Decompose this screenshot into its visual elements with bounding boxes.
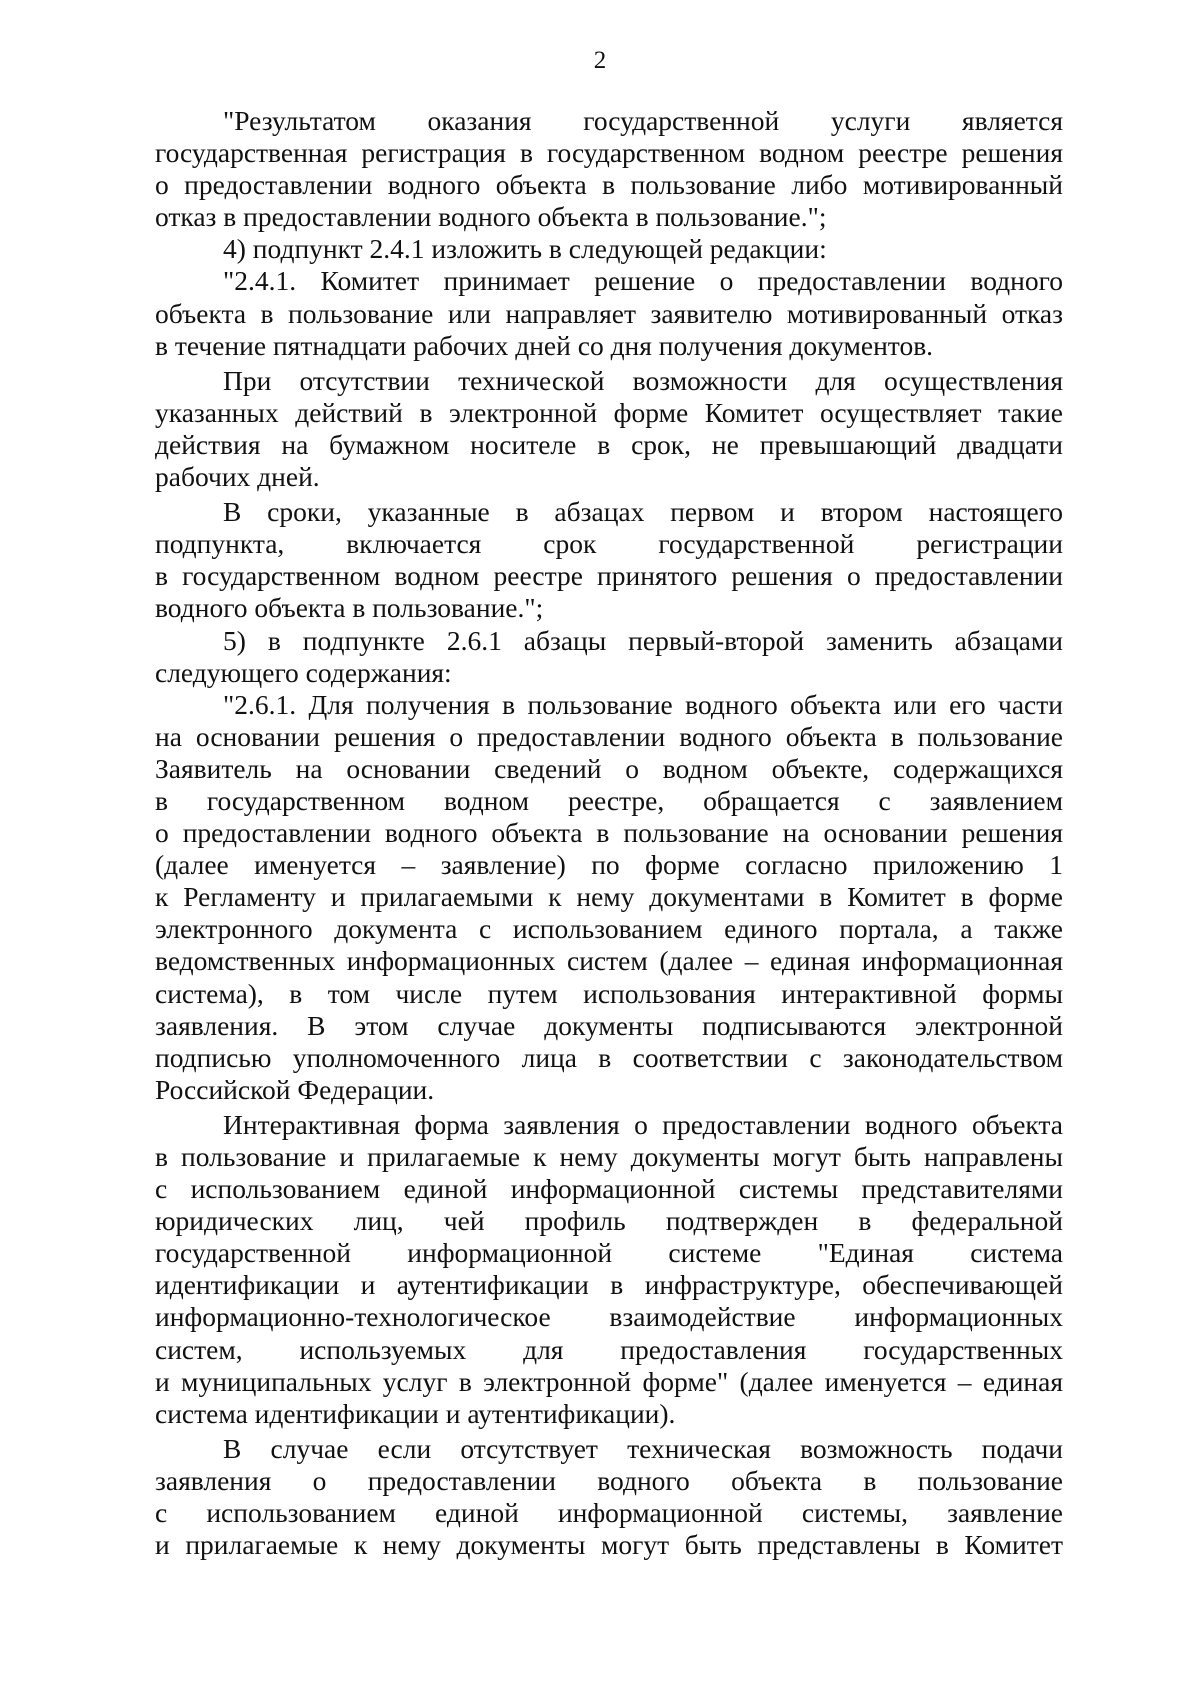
text-line: действия на бумажном носителе в срок, не превышающий двадцати	[155, 428, 1063, 460]
text-line: в государственном водном реестре, обращается с заявлением	[155, 784, 1063, 816]
paragraph	[155, 365, 1063, 493]
text-line: о предоставлении водного объекта в пользование либо мотивированный	[155, 169, 1063, 201]
text-line: В случае если отсутствует техническая возможность подачи	[223, 1432, 1063, 1464]
text-line: с использованием единой информационной системы, заявление	[155, 1497, 1063, 1529]
text-line: В сроки, указанные в абзацах первом и втором настоящего	[223, 496, 1063, 528]
text-line: Интерактивная форма заявления о предоставлении водного объекта	[223, 1108, 1063, 1140]
page-number: 2	[593, 47, 607, 74]
text-line: с использованием единой информационной системы представителями	[155, 1173, 1063, 1205]
paragraph	[155, 233, 1063, 265]
paragraph	[155, 1109, 1063, 1430]
paragraph	[155, 265, 1063, 361]
text-line: При отсутствии технической возможности для осуществления	[223, 364, 1063, 396]
text-line: объекта в пользование или направляет заявителю мотивированный отказ	[155, 297, 1063, 329]
text-line: "2.6.1. Для получения в пользование водного объекта или его части	[223, 688, 1063, 720]
text-line: информационно-технологическое взаимодействие информационных	[155, 1301, 1063, 1333]
text-line: идентификации и аутентификации в инфраструктуре, обеспечивающей	[155, 1269, 1063, 1301]
text-line: следующего содержания:	[155, 656, 452, 688]
text-line: 5) в подпункте 2.6.1 абзацы первый-второй заменить абзацами	[223, 624, 1063, 656]
text-line: (далее именуется – заявление) по форме согласно приложению 1	[155, 849, 1063, 881]
text-line: "2.4.1. Комитет принимает решение о предоставлении водного	[223, 265, 1063, 297]
text-line: указанных действий в электронной форме Комитет осуществляет такие	[155, 396, 1063, 428]
paragraph	[155, 496, 1063, 624]
text-line: "Результатом оказания государственной услуги является	[223, 105, 1063, 136]
text-line: к Регламенту и прилагаемыми к нему документами в Комитет в форме	[155, 881, 1063, 913]
text-line: подписью уполномоченного лица в соответствии с законодательством	[155, 1041, 1063, 1073]
paragraph	[155, 625, 1063, 689]
text-line: система), в том числе путем использования интерактивной формы	[155, 977, 1063, 1009]
text-line: 4) подпункт 2.4.1 изложить в следующей редакции:	[223, 233, 827, 265]
text-line: электронного документа с использованием единого портала, а также	[155, 913, 1063, 945]
paragraph	[155, 105, 1063, 233]
text-line: система идентификации и аутентификации).	[155, 1397, 676, 1429]
text-line: юридических лиц, чей профиль подтвержден в федеральной	[155, 1205, 1063, 1237]
text-line: рабочих дней.	[155, 461, 320, 493]
text-line: государственной информационной системе "Единая система	[155, 1237, 1063, 1269]
text-line: и муниципальных услуг в электронной форме" (далее именуется – единая	[155, 1365, 1063, 1397]
text-line: систем, используемых для предоставления государственных	[155, 1333, 1063, 1365]
paragraph	[155, 1433, 1063, 1561]
document-body	[155, 105, 1063, 1561]
paragraph	[155, 689, 1063, 1106]
text-line: государственная регистрация в государственном водном реестре решения	[155, 137, 1063, 169]
text-line: водного объекта в пользование.";	[155, 592, 544, 624]
text-line: отказ в предоставлении водного объекта в пользование.";	[155, 201, 827, 233]
text-line: и прилагаемые к нему документы могут быть представлены в Комитет	[155, 1529, 1063, 1561]
text-line: Заявитель на основании сведений о водном объекте, содержащихся	[155, 752, 1063, 784]
text-line: в пользование и прилагаемые к нему документы могут быть направлены	[155, 1141, 1063, 1172]
text-line: на основании решения о предоставлении водного объекта в пользование	[155, 720, 1063, 752]
text-line: заявления о предоставлении водного объекта в пользование	[155, 1464, 1063, 1496]
text-line: в течение пятнадцати рабочих дней со дня получения документов.	[155, 329, 934, 361]
text-line: ведомственных информационных систем (далее – единая информационная	[155, 945, 1063, 977]
text-line: подпункта, включается срок государственной регистрации	[155, 528, 1063, 560]
text-line: Российской Федерации.	[155, 1073, 435, 1105]
text-line: в государственном водном реестре принятого решения о предоставлении	[155, 560, 1063, 592]
text-line: заявления. В этом случае документы подписываются электронной	[155, 1009, 1063, 1041]
text-line: о предоставлении водного объекта в пользование на основании решения	[155, 817, 1063, 849]
